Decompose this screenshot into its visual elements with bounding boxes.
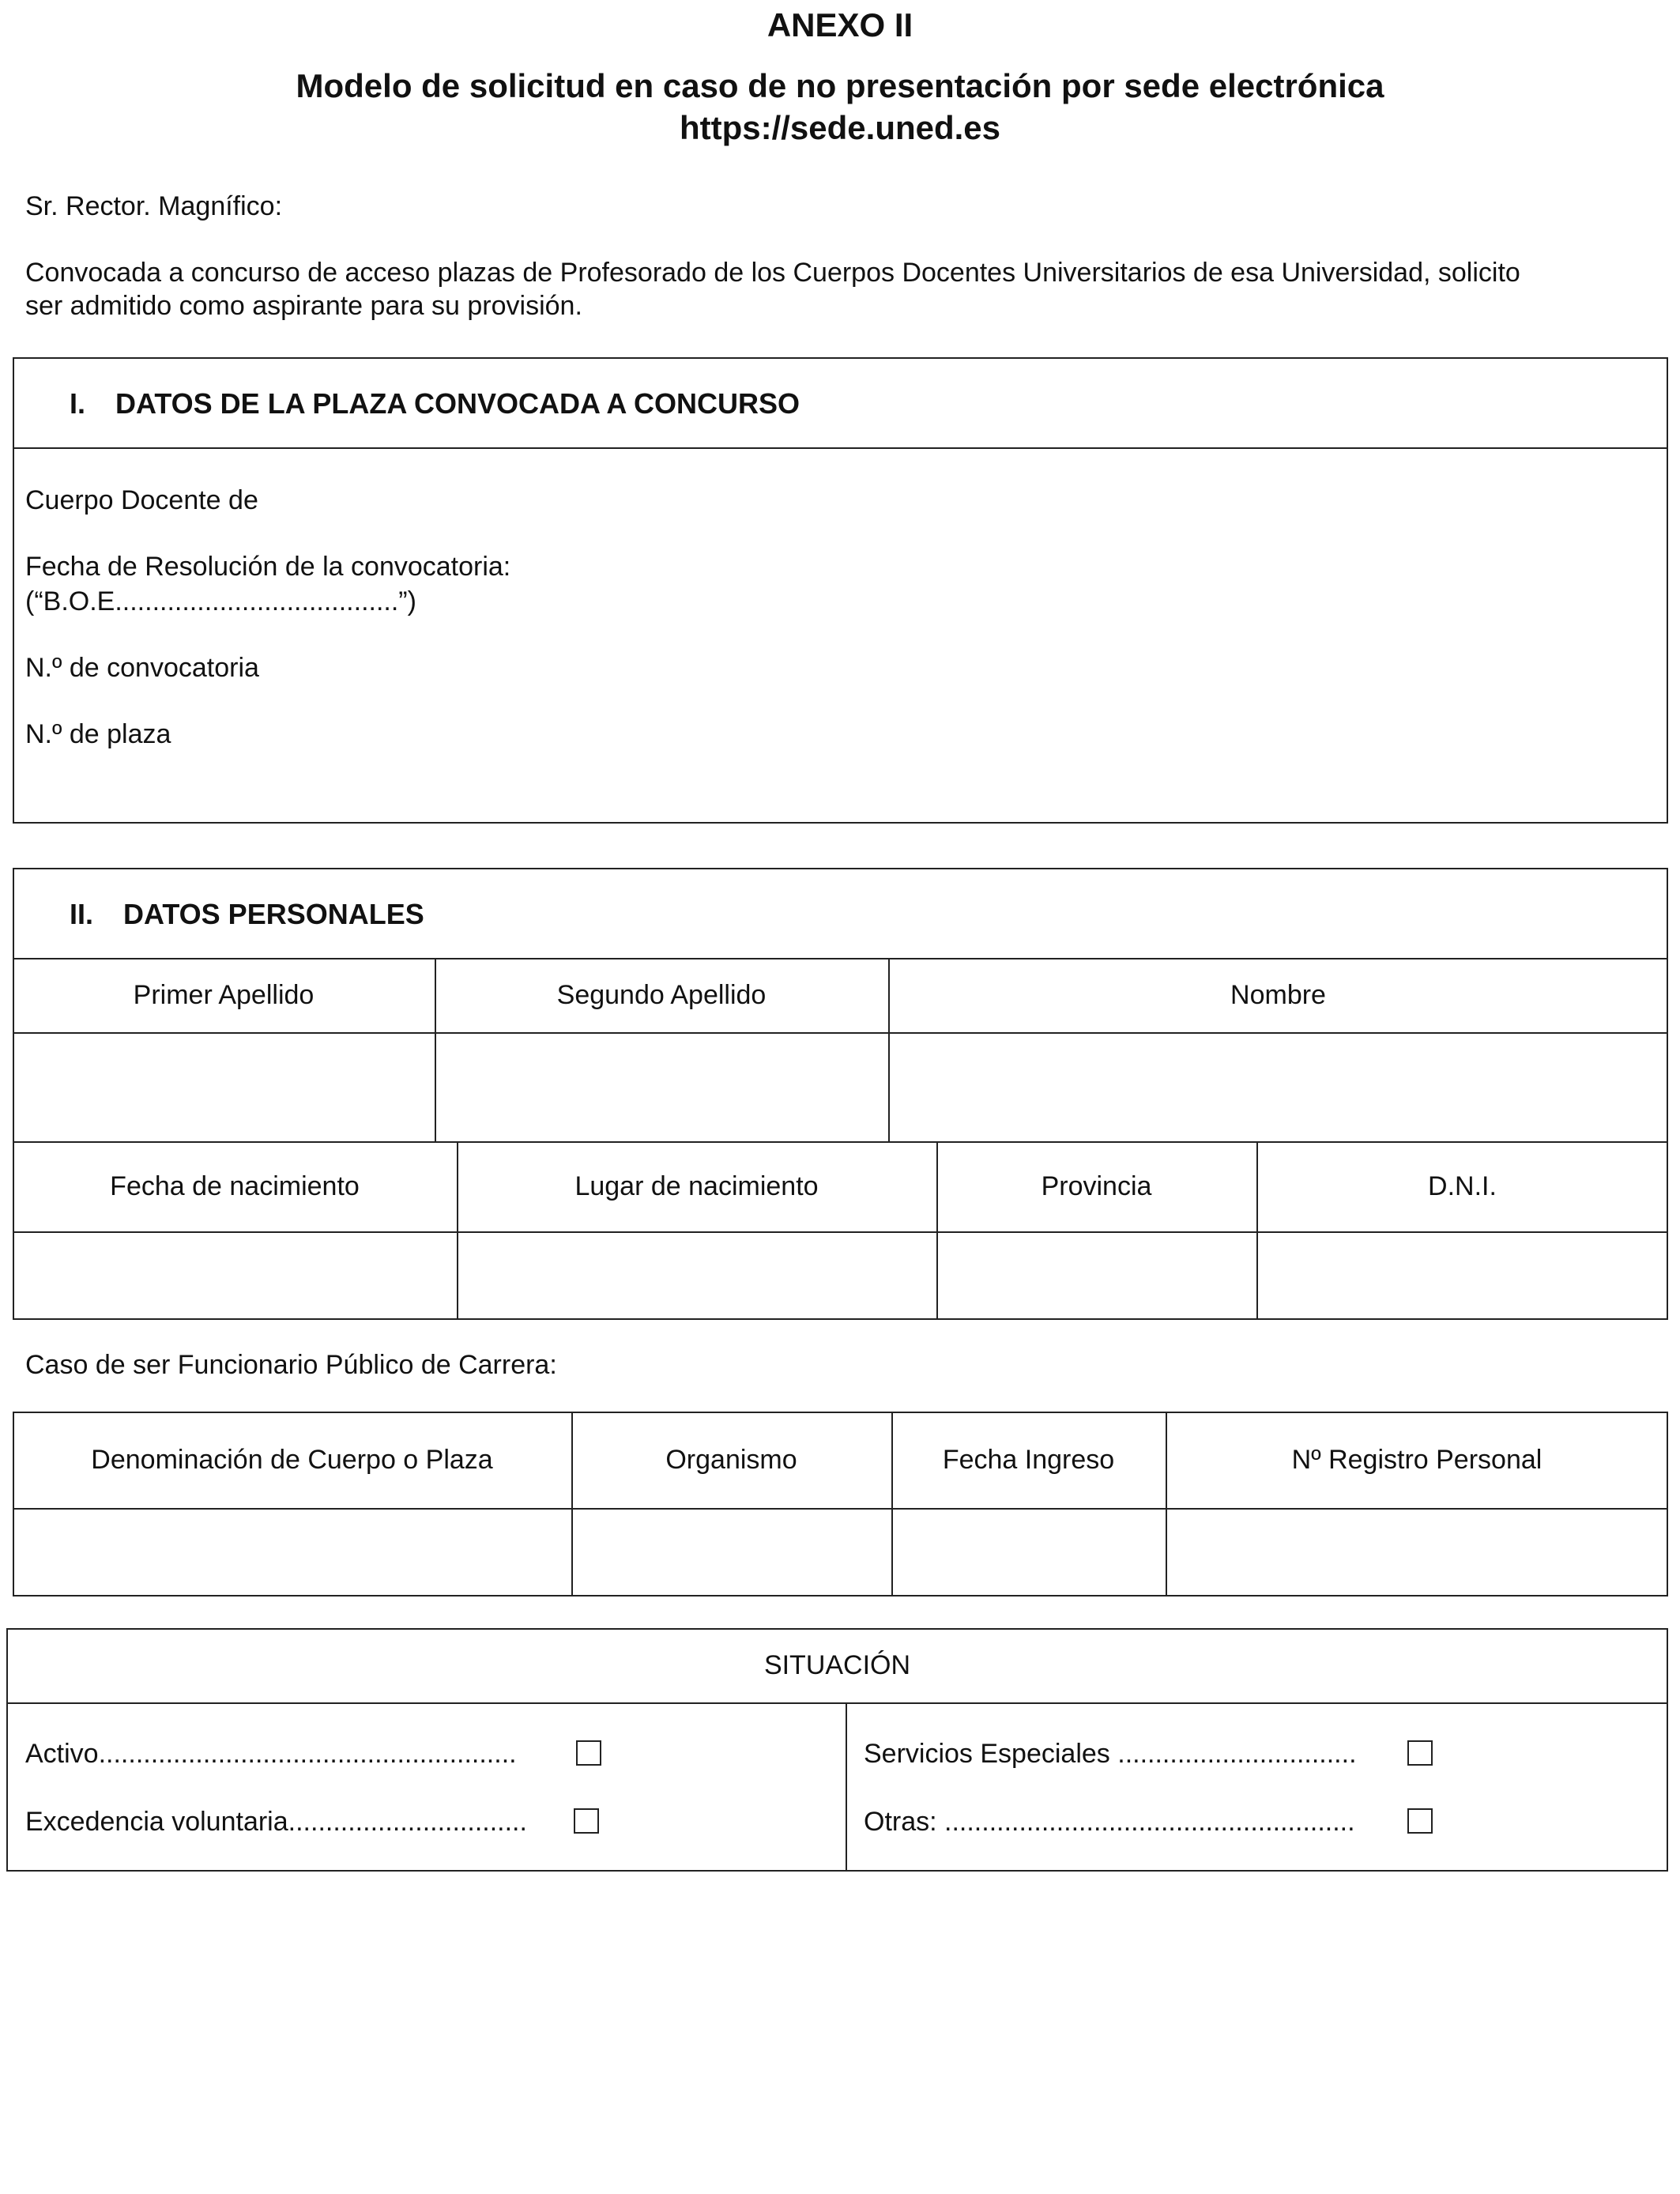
intro-line-1: Convocada a concurso de acceso plazas de Profesorado de los Cuerpos Docentes Universitarios de esa Universidad, solicito <box>25 258 1520 288</box>
servicios-label: Servicios Especiales ................................ <box>864 1739 1357 1769</box>
otras-label: Otras: ....................................................... <box>864 1807 1355 1837</box>
funcionario-label: Caso de ser Funcionario Público de Carrera: <box>25 1350 557 1380</box>
primer-apellido-input[interactable] <box>13 1032 435 1141</box>
divider <box>846 1702 847 1872</box>
header-denominacion: Denominación de Cuerpo o Plaza <box>91 1444 493 1475</box>
header-provincia: Provincia <box>1041 1171 1152 1201</box>
servicios-checkbox[interactable] <box>1407 1740 1433 1766</box>
intro-line-2: ser admitido como aspirante para su provisión. <box>25 291 582 321</box>
header-organismo: Organismo <box>665 1444 797 1475</box>
sede-url: https://sede.uned.es <box>679 109 1001 146</box>
num-plaza-field[interactable]: N.º de plaza <box>25 719 171 749</box>
annex-title: ANEXO II <box>767 6 913 43</box>
section-2-number: II. <box>70 898 94 930</box>
excedencia-checkbox[interactable] <box>574 1808 599 1834</box>
boe-field[interactable]: (“B.O.E......................................”) <box>25 586 416 616</box>
form-title: Modelo de solicitud en caso de no presentación por sede electrónica <box>296 67 1384 104</box>
provincia-input[interactable] <box>936 1231 1256 1320</box>
section-2-title: DATOS PERSONALES <box>123 898 424 930</box>
denominacion-input[interactable] <box>13 1508 571 1596</box>
fecha-nacimiento-input[interactable] <box>13 1231 457 1320</box>
header-registro-personal: Nº Registro Personal <box>1291 1444 1543 1475</box>
dni-input[interactable] <box>1256 1231 1668 1320</box>
situacion-title: SITUACIÓN <box>763 1649 911 1680</box>
lugar-nacimiento-input[interactable] <box>457 1231 936 1320</box>
activo-checkbox[interactable] <box>576 1740 601 1766</box>
header-primer-apellido: Primer Apellido <box>133 979 315 1010</box>
otras-checkbox[interactable] <box>1407 1808 1433 1834</box>
registro-personal-input[interactable] <box>1166 1508 1668 1596</box>
activo-label: Activo........................................................ <box>25 1739 517 1769</box>
section-1-title: DATOS DE LA PLAZA CONVOCADA A CONCURSO <box>115 387 800 420</box>
organismo-input[interactable] <box>571 1508 891 1596</box>
header-fecha-nacimiento: Fecha de nacimiento <box>110 1171 360 1201</box>
fecha-resolucion-label: Fecha de Resolución de la convocatoria: <box>25 552 511 582</box>
header-segundo-apellido: Segundo Apellido <box>556 979 767 1010</box>
excedencia-label: Excedencia voluntaria................................ <box>25 1807 527 1837</box>
divider <box>6 1702 1668 1704</box>
fecha-ingreso-input[interactable] <box>891 1508 1166 1596</box>
header-dni: D.N.I. <box>1428 1171 1497 1201</box>
header-fecha-ingreso: Fecha Ingreso <box>942 1444 1115 1475</box>
header-nombre: Nombre <box>1230 979 1326 1010</box>
divider <box>13 447 1668 449</box>
nombre-input[interactable] <box>888 1032 1668 1141</box>
segundo-apellido-input[interactable] <box>435 1032 888 1141</box>
section-1-number: I. <box>70 387 86 420</box>
salutation: Sr. Rector. Magnífico: <box>25 191 283 221</box>
num-convocatoria-field[interactable]: N.º de convocatoria <box>25 653 259 683</box>
header-lugar-nacimiento: Lugar de nacimiento <box>574 1171 819 1201</box>
cuerpo-docente-field[interactable]: Cuerpo Docente de <box>25 485 258 515</box>
